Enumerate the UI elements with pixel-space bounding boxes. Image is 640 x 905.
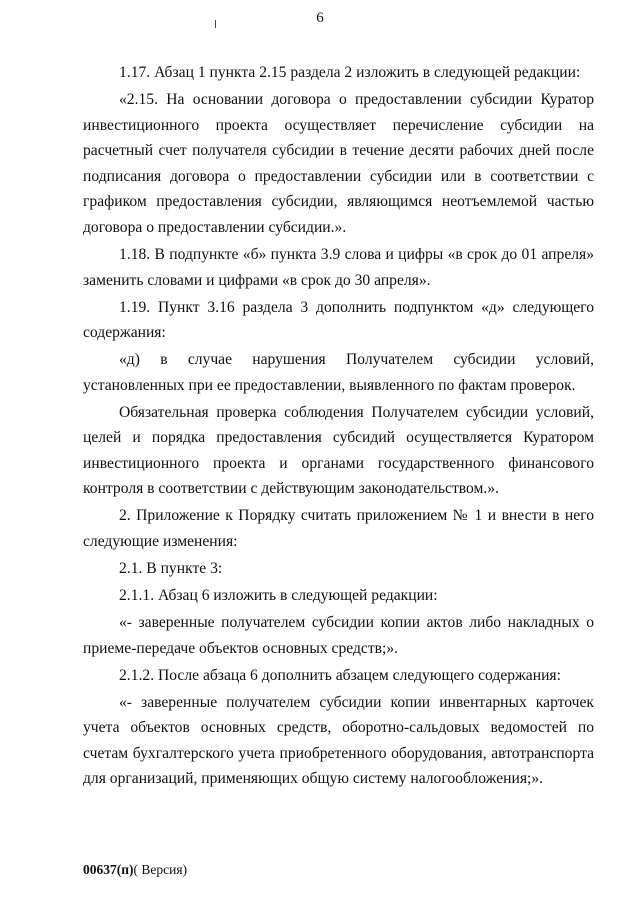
paragraph-1-17: 1.17. Абзац 1 пункта 2.15 раздела 2 изложить в следующей редакции: [119, 64, 581, 81]
document-version: ( Версия) [133, 862, 188, 877]
page-number: 6 [316, 10, 324, 26]
paragraph-2-1-1-quote: «- заверенные получателем субсидии копии актов либо накладных о приеме-передаче объектов основных средств;». [83, 613, 594, 657]
paragraph-subpoint-d: «д) в случае нарушения Получателем субсидии условий, установленных при ее предоставлении, выявленного по фактам проверок. [83, 351, 594, 394]
document-code: 00637(п) [83, 862, 134, 877]
paragraph-2-1-2-quote: «- заверенные получателем субсидии копии инвентарных карточек учета объектов основных средств, оборотно-сальдовых ведомостей по счетам бухгалтерского учета приобретенного оборудования, автотранспорта для организаций, применяющих общую систему налогообложения;». [83, 693, 594, 788]
document-footer [83, 862, 187, 878]
paragraph-mandatory-check: Обязательная проверка соблюдения Получателем субсидии условий, целей и порядка предоставления субсидий осуществляется Куратором инвестиционного проекта и органами государственного финансового контроля в соответствии с действующим законодательством.». [83, 403, 594, 498]
scan-mark [215, 20, 216, 28]
paragraph-1-19: 1.19. Пункт 3.16 раздела 3 дополнить подпунктом «д» следующего содержания: [83, 298, 594, 342]
document-body [83, 60, 594, 793]
paragraph-2-1-2: 2.1.2. После абзаца 6 дополнить абзацем следующего содержания: [119, 666, 561, 684]
paragraph-2-1-1: 2.1.1. Абзац 6 изложить в следующей редакции: [119, 587, 438, 604]
paragraph-2-1: 2.1. В пункте 3: [119, 560, 223, 578]
paragraph-2-15-quote: «2.15. На основании договора о предоставлении субсидии Куратор инвестиционного проекта осуществляет перечисление субсидии на расчетный счет получателя субсидии в течение десяти рабочих дней после подписания договора о предоставлении субсидии или в соответствии с графиком предоставления субсидии, являющимся неотъемлемой частью договора о предоставлении субсидии.». [83, 90, 594, 236]
paragraph-1-18: 1.18. В подпункте «б» пункта 3.9 слова и цифры «в срок до 01 апреля» заменить словами и цифрами «в срок до 30 апреля». [83, 245, 594, 289]
paragraph-2: 2. Приложение к Порядку считать приложением № 1 и внести в него следующие изменения: [83, 507, 594, 551]
